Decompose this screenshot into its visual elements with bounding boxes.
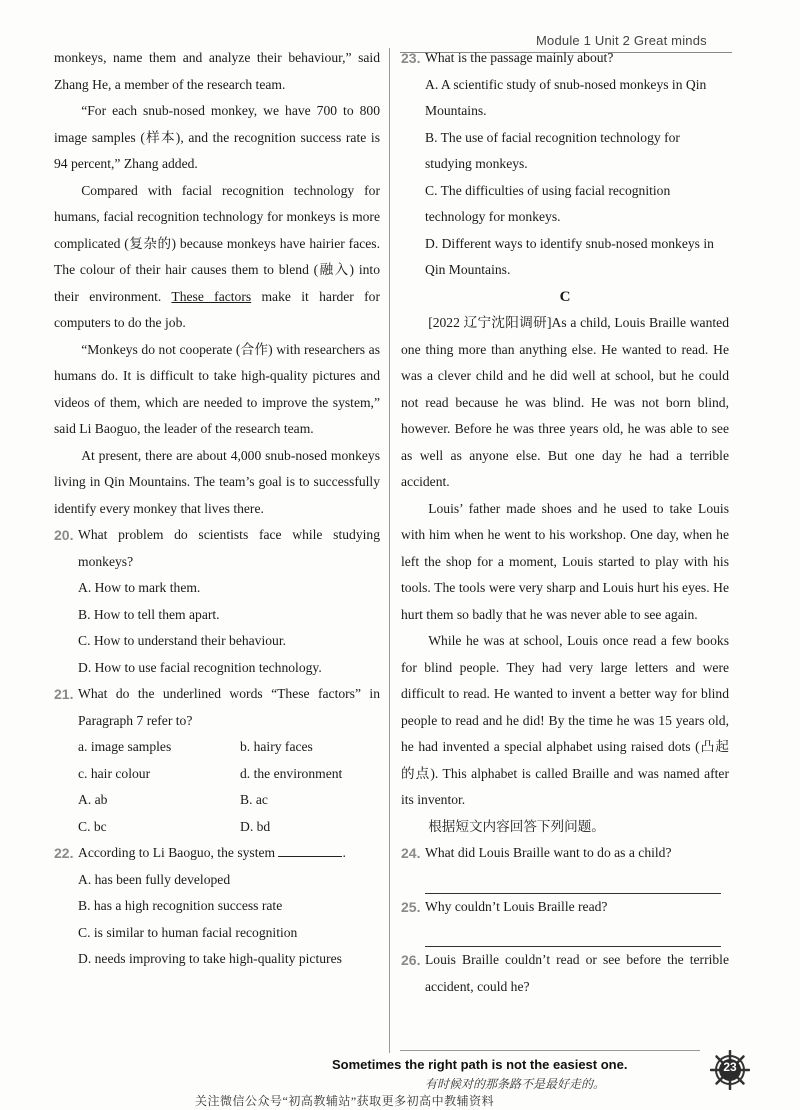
option-grid	[54, 734, 380, 840]
paragraph: “Monkeys do not cooperate (合作) with researchers as humans do. It is difficult to take high-quality pictures and videos of them, which are needed to improve the system,” said Li Baoguo, the leader of the research team.	[54, 341, 380, 436]
option: B. ac	[240, 792, 268, 807]
option: B. How to tell them apart.	[78, 606, 220, 622]
motto-chinese: 有时候对的那条路不是最好走的。	[425, 1077, 606, 1091]
answer-blank[interactable]	[278, 842, 342, 857]
question-21	[54, 681, 380, 734]
paragraph: [2022 辽宁沈阳调研]As a child, Louis Braille wanted one thing more than anything else. He wanted to read. He was a clever child and he did well at school, but he could not read because he was blind. He was not born blind, however. Before he was three years old, he was able to see as well as anyone else. But one day he had a terrible accident.	[401, 315, 729, 489]
left-column	[54, 45, 380, 973]
question-25	[401, 894, 729, 921]
question-text: According to Li Baoguo, the system	[78, 845, 276, 860]
question-text: What is the passage mainly about?	[425, 50, 614, 65]
section-heading: C	[559, 288, 571, 305]
question-number: 26.	[401, 952, 421, 968]
option: b. hairy faces	[240, 739, 313, 754]
question-text: What problem do scientists face while studying monkeys?	[78, 527, 380, 569]
page-number: 23	[723, 1060, 737, 1074]
option: c. hair colour	[78, 765, 151, 781]
answer-line[interactable]	[400, 1050, 700, 1051]
option: d. the environment	[240, 765, 343, 781]
option: A. has been fully developed	[78, 871, 231, 887]
paragraph	[54, 178, 380, 337]
option: D. Different ways to identify snub-nosed monkeys in Qin Mountains.	[425, 235, 714, 277]
option: D. bd	[240, 818, 271, 834]
option: B. has a high recognition success rate	[78, 898, 283, 913]
paragraph: While he was at school, Louis once read a few books for blind people. They had very large letters and were difficult to read. He wanted to invent a better way for blind people to read and he did! By the time he was 15 years old, he had invented a special alphabet using raised dots (凸起的点). This alphabet is called Braille and was named after its inventor.	[401, 633, 729, 807]
instruction: 根据短文内容回答下列问题。	[428, 818, 605, 834]
question-23	[401, 45, 729, 72]
option: C. bc	[78, 818, 107, 834]
option: D. How to use facial recognition technology.	[78, 659, 322, 675]
right-column	[401, 45, 729, 1000]
question-22	[54, 840, 380, 867]
text-span: make it harder for computers to do the job.	[54, 288, 380, 330]
option: A. How to mark them.	[78, 580, 201, 595]
option: B. The use of facial recognition technology for studying monkeys.	[425, 129, 680, 171]
question-text: What did Louis Braille want to do as a child?	[425, 845, 672, 860]
option: a. image samples	[78, 739, 172, 754]
column-divider	[389, 48, 390, 1053]
option: C. The difficulties of using facial recognition technology for monkeys.	[425, 182, 671, 224]
question-text: Louis Braille couldn’t read or see before the terrible accident, could he?	[425, 952, 729, 994]
option: A. ab	[78, 792, 108, 807]
question-number: 22.	[54, 845, 74, 861]
question-number: 21.	[54, 686, 74, 702]
question-26	[401, 947, 729, 1000]
paragraph: Louis’ father made shoes and he used to take Louis with him when he went to his workshop. One day, when he left the shop for a moment, Louis started to play with his tools. The tools were very sharp and Louis hurt his eyes. He hurt them so badly that he was never able to see again.	[401, 500, 729, 622]
option: C. How to understand their behaviour.	[78, 633, 287, 648]
question-text: What do the underlined words “These factors” in Paragraph 7 refer to?	[78, 686, 380, 728]
question-number: 25.	[401, 898, 421, 915]
answer-line[interactable]	[425, 920, 721, 947]
text-span: Compared with facial recognition technology for humans, facial recognition technology for monkeys is more complicated (复杂的) because monkeys have hairier faces. The colour of their hair causes them to blend (融入) into their environment.	[54, 182, 380, 304]
option: D. needs improving to take high-quality pictures	[78, 951, 342, 966]
option: C. is similar to human facial recognition	[78, 924, 298, 940]
paragraph: At present, there are about 4,000 snub-nosed monkeys living in Qin Mountains. The team’s goal is to successfully identify every monkey that lives there.	[54, 447, 380, 516]
option: A. A scientific study of snub-nosed monkeys in Qin Mountains.	[425, 76, 707, 118]
question-20	[54, 522, 380, 575]
motto-english: Sometimes the right path is not the easiest one.	[332, 1057, 628, 1072]
module-header: Module 1 Unit 2 Great minds	[536, 33, 707, 48]
question-number: 20.	[54, 527, 74, 543]
question-number: 23.	[401, 50, 421, 66]
question-24	[401, 840, 729, 867]
paragraph: “For each snub-nosed monkey, we have 700 to 800 image samples (样本), and the recognition success rate is 94 percent,” Zhang added.	[54, 103, 380, 171]
question-number: 24.	[401, 845, 421, 861]
question-text: Why couldn’t Louis Braille read?	[425, 898, 608, 914]
underlined-words: These factors	[171, 288, 252, 304]
answer-line[interactable]	[425, 867, 721, 894]
footer-notice: 关注微信公众号“初高教辅站”获取更多初高中教辅资料	[195, 1094, 495, 1108]
question-text-wrap: According to Li Baoguo, the system .	[78, 840, 380, 867]
paragraph: monkeys, name them and analyze their behaviour,” said Zhang He, a member of the research team.	[54, 50, 380, 92]
